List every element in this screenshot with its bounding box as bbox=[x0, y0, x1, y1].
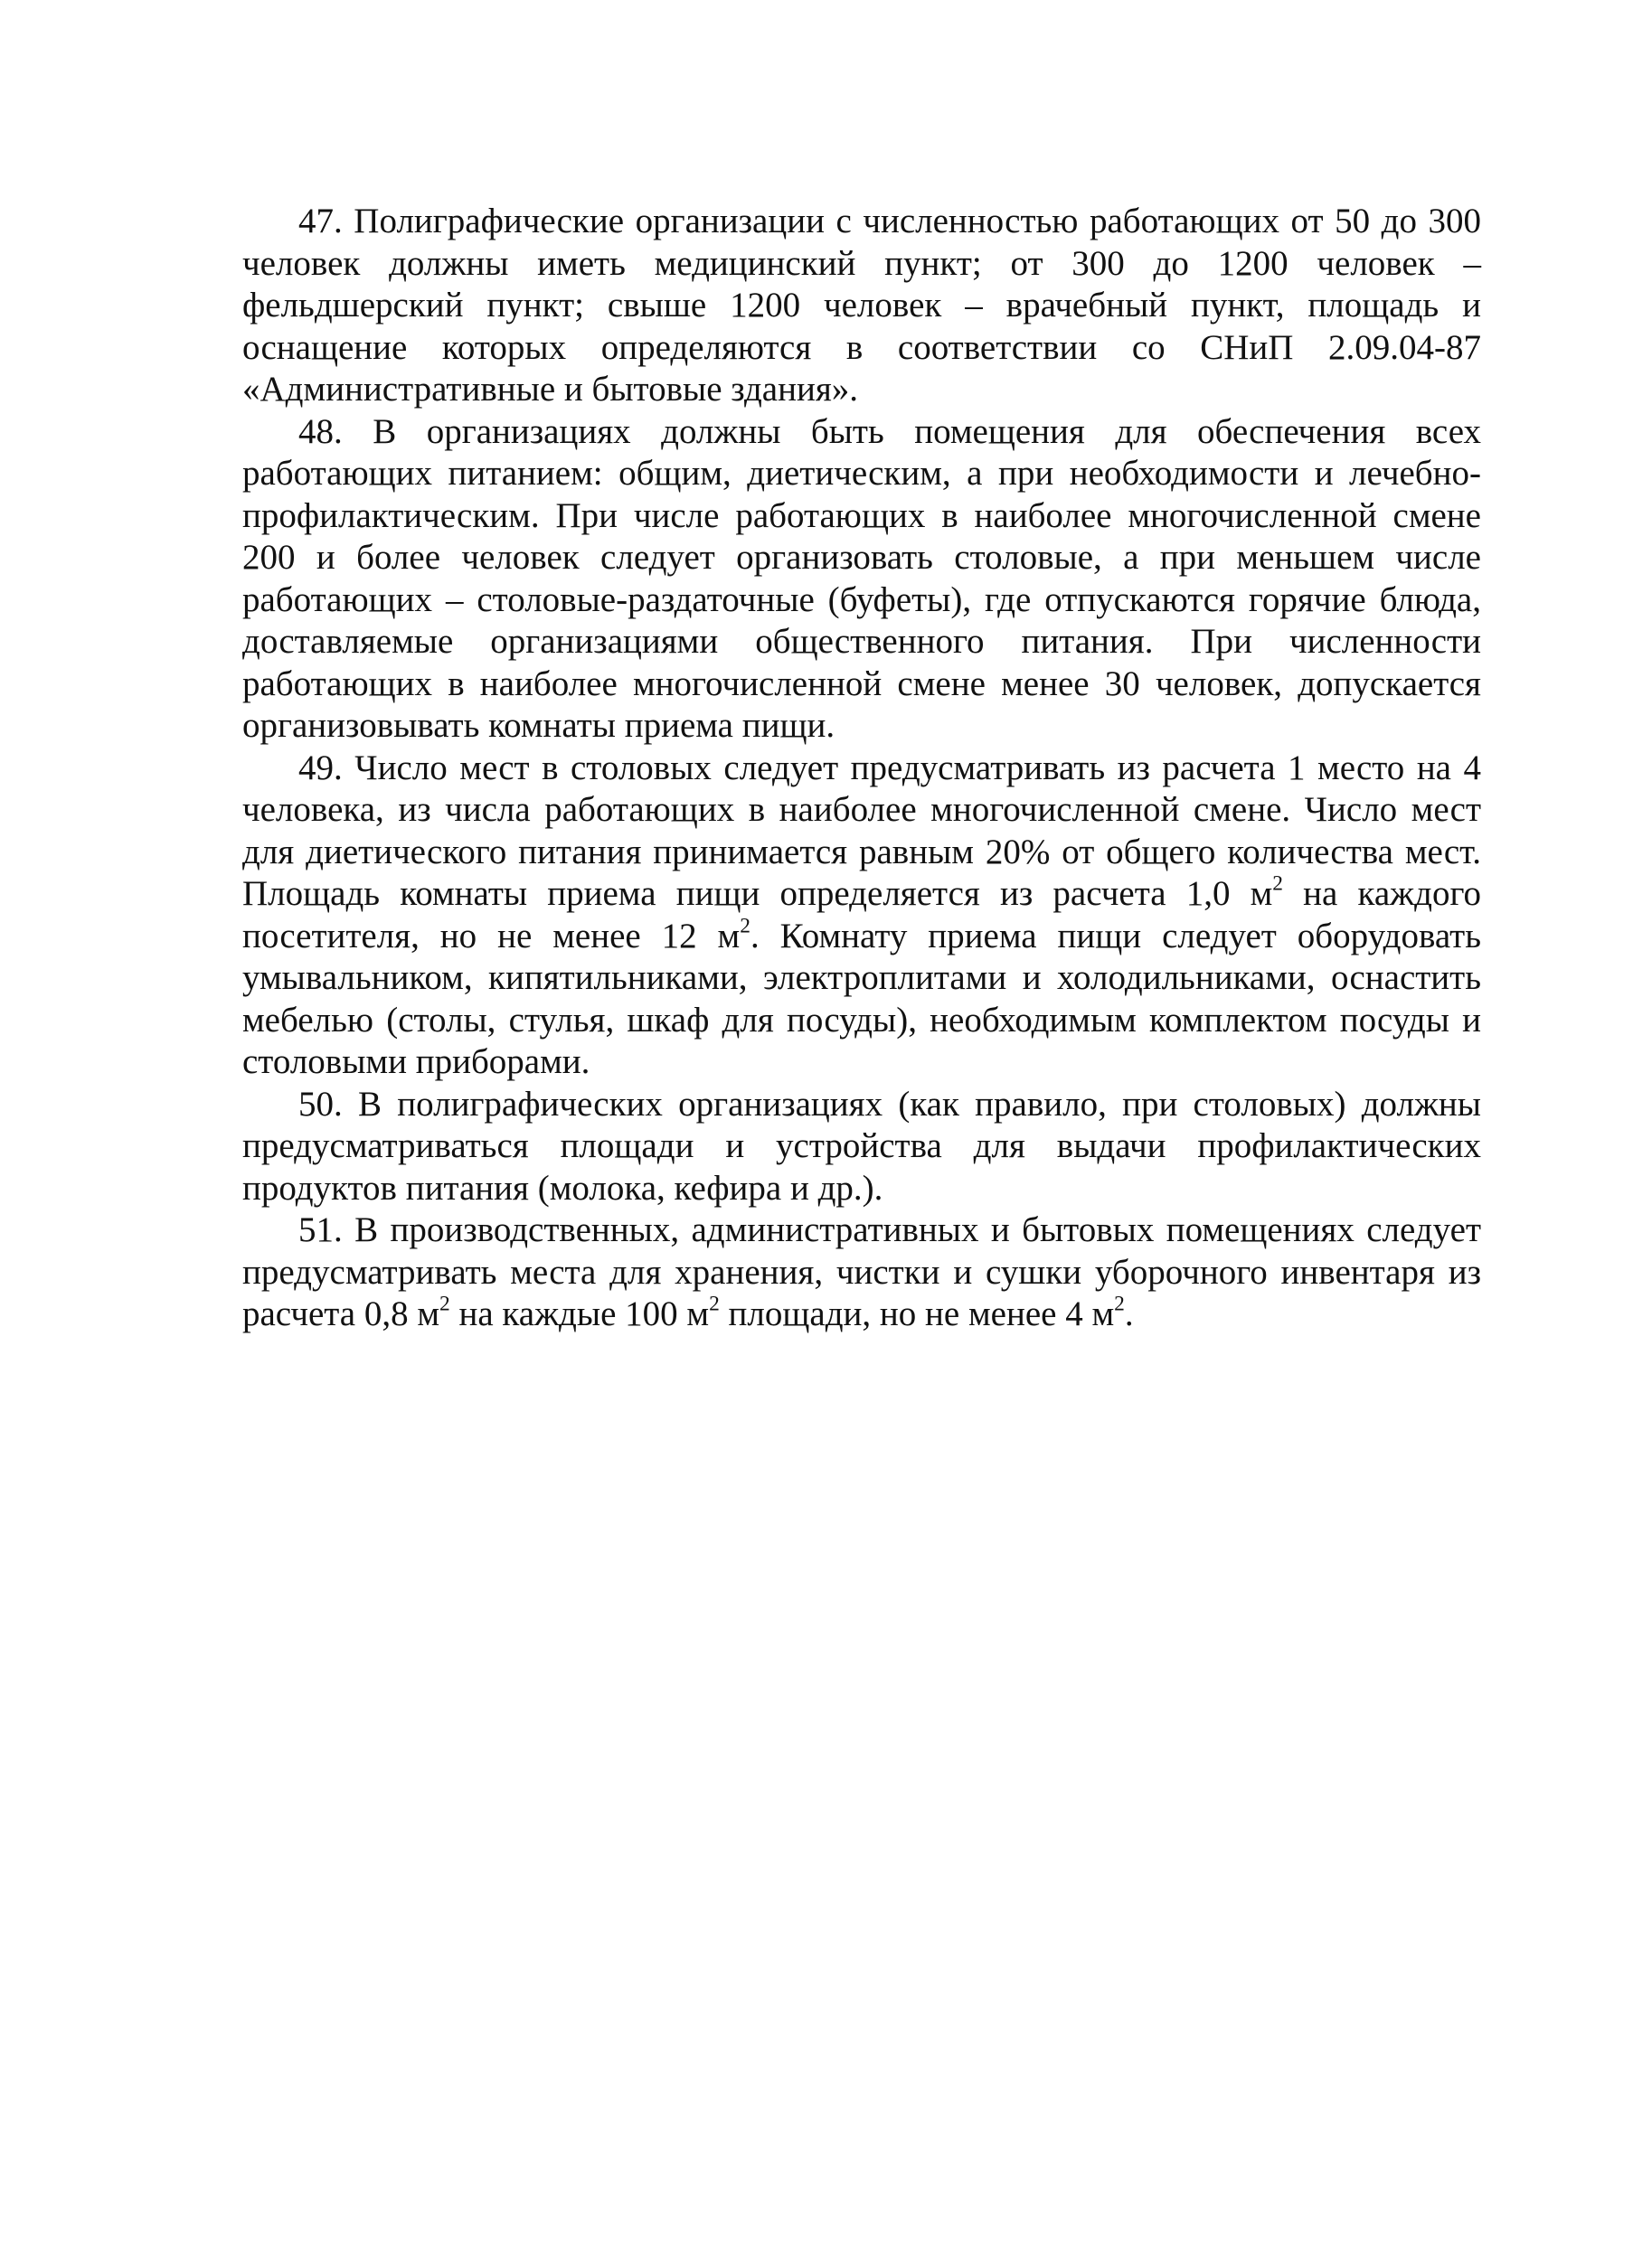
superscript-2: 2 bbox=[709, 1292, 720, 1316]
superscript-2: 2 bbox=[1272, 871, 1283, 896]
superscript-2: 2 bbox=[740, 914, 750, 938]
paragraph-number: 51. bbox=[298, 1210, 343, 1249]
superscript-2: 2 bbox=[1114, 1292, 1125, 1316]
paragraph-49 bbox=[242, 748, 1481, 1084]
paragraph-text: В организациях должны быть помещения для обеспечения всех работающих питанием: общим, диетическим, а при необходимости и лечебно-профилактическим. При числе работающих в наиболее многочисленной смене 200 и более человек следует организовать столовые, а при меньшем числе работающих – столовые-раздаточные (буфеты), где отпускаются горячие блюда, доставляемые организациями общественного питания. При численности работающих в наиболее многочисленной смене менее 30 человек, допускается организовывать комнаты приема пищи. bbox=[242, 411, 1482, 745]
paragraph-text-part: площади, но не менее 4 м bbox=[719, 1294, 1115, 1333]
paragraph-text-part: . Комнату приема пищи следует оборудовать умывальником, кипятильниками, электроплитами и холодильниками, оснастить мебелью (столы, стулья, шкаф для посуды), необходимым комплектом посуды и столовыми приборами. bbox=[242, 916, 1481, 1081]
paragraph-51 bbox=[242, 1209, 1481, 1336]
paragraph-number: 50. bbox=[298, 1084, 343, 1124]
paragraph-50 bbox=[242, 1084, 1481, 1210]
paragraph-text: Полиграфические организации с численностью работающих от 50 до 300 человек должны иметь медицинский пункт; от 300 до 1200 человек – фельдшерский пункт; свыше 1200 человек – врачебный пункт, площадь и оснащение которых определяются в соответствии со СНиП 2.09.04-87 «Административные и бытовые здания». bbox=[242, 202, 1482, 409]
paragraph-text-part: на каждые 100 м bbox=[449, 1294, 710, 1333]
paragraph-48 bbox=[242, 411, 1481, 748]
paragraph-text-part: Число мест в столовых следует предусматривать из расчета 1 место на 4 человека, из числа работающих в наиболее многочисленной смене. Число мест для диетического питания принимается равным 20% от общего количества мест. Площадь комнаты приема пищи определяется из расчета 1,0 м bbox=[242, 748, 1482, 913]
paragraph-number: 47. bbox=[298, 202, 343, 240]
paragraph-text-part: . bbox=[1124, 1294, 1134, 1333]
superscript-2: 2 bbox=[439, 1292, 450, 1316]
paragraph-text: В полиграфических организациях (как правило, при столовых) должны предусматриваться площади и устройства для выдачи профилактических продуктов питания (молока, кефира и др.). bbox=[242, 1084, 1481, 1208]
paragraph-text-part: на каждого посетителя, но не менее 12 м bbox=[242, 874, 1481, 955]
paragraph-47 bbox=[242, 201, 1481, 411]
document-body bbox=[242, 201, 1481, 1336]
paragraph-number: 49. bbox=[298, 748, 343, 787]
paragraph-number: 48. bbox=[298, 411, 343, 451]
paragraph-text-part: В производственных, административных и бытовых помещениях следует предусматривать места для хранения, чистки и сушки уборочного инвентаря из расчета 0,8 м bbox=[242, 1210, 1481, 1333]
